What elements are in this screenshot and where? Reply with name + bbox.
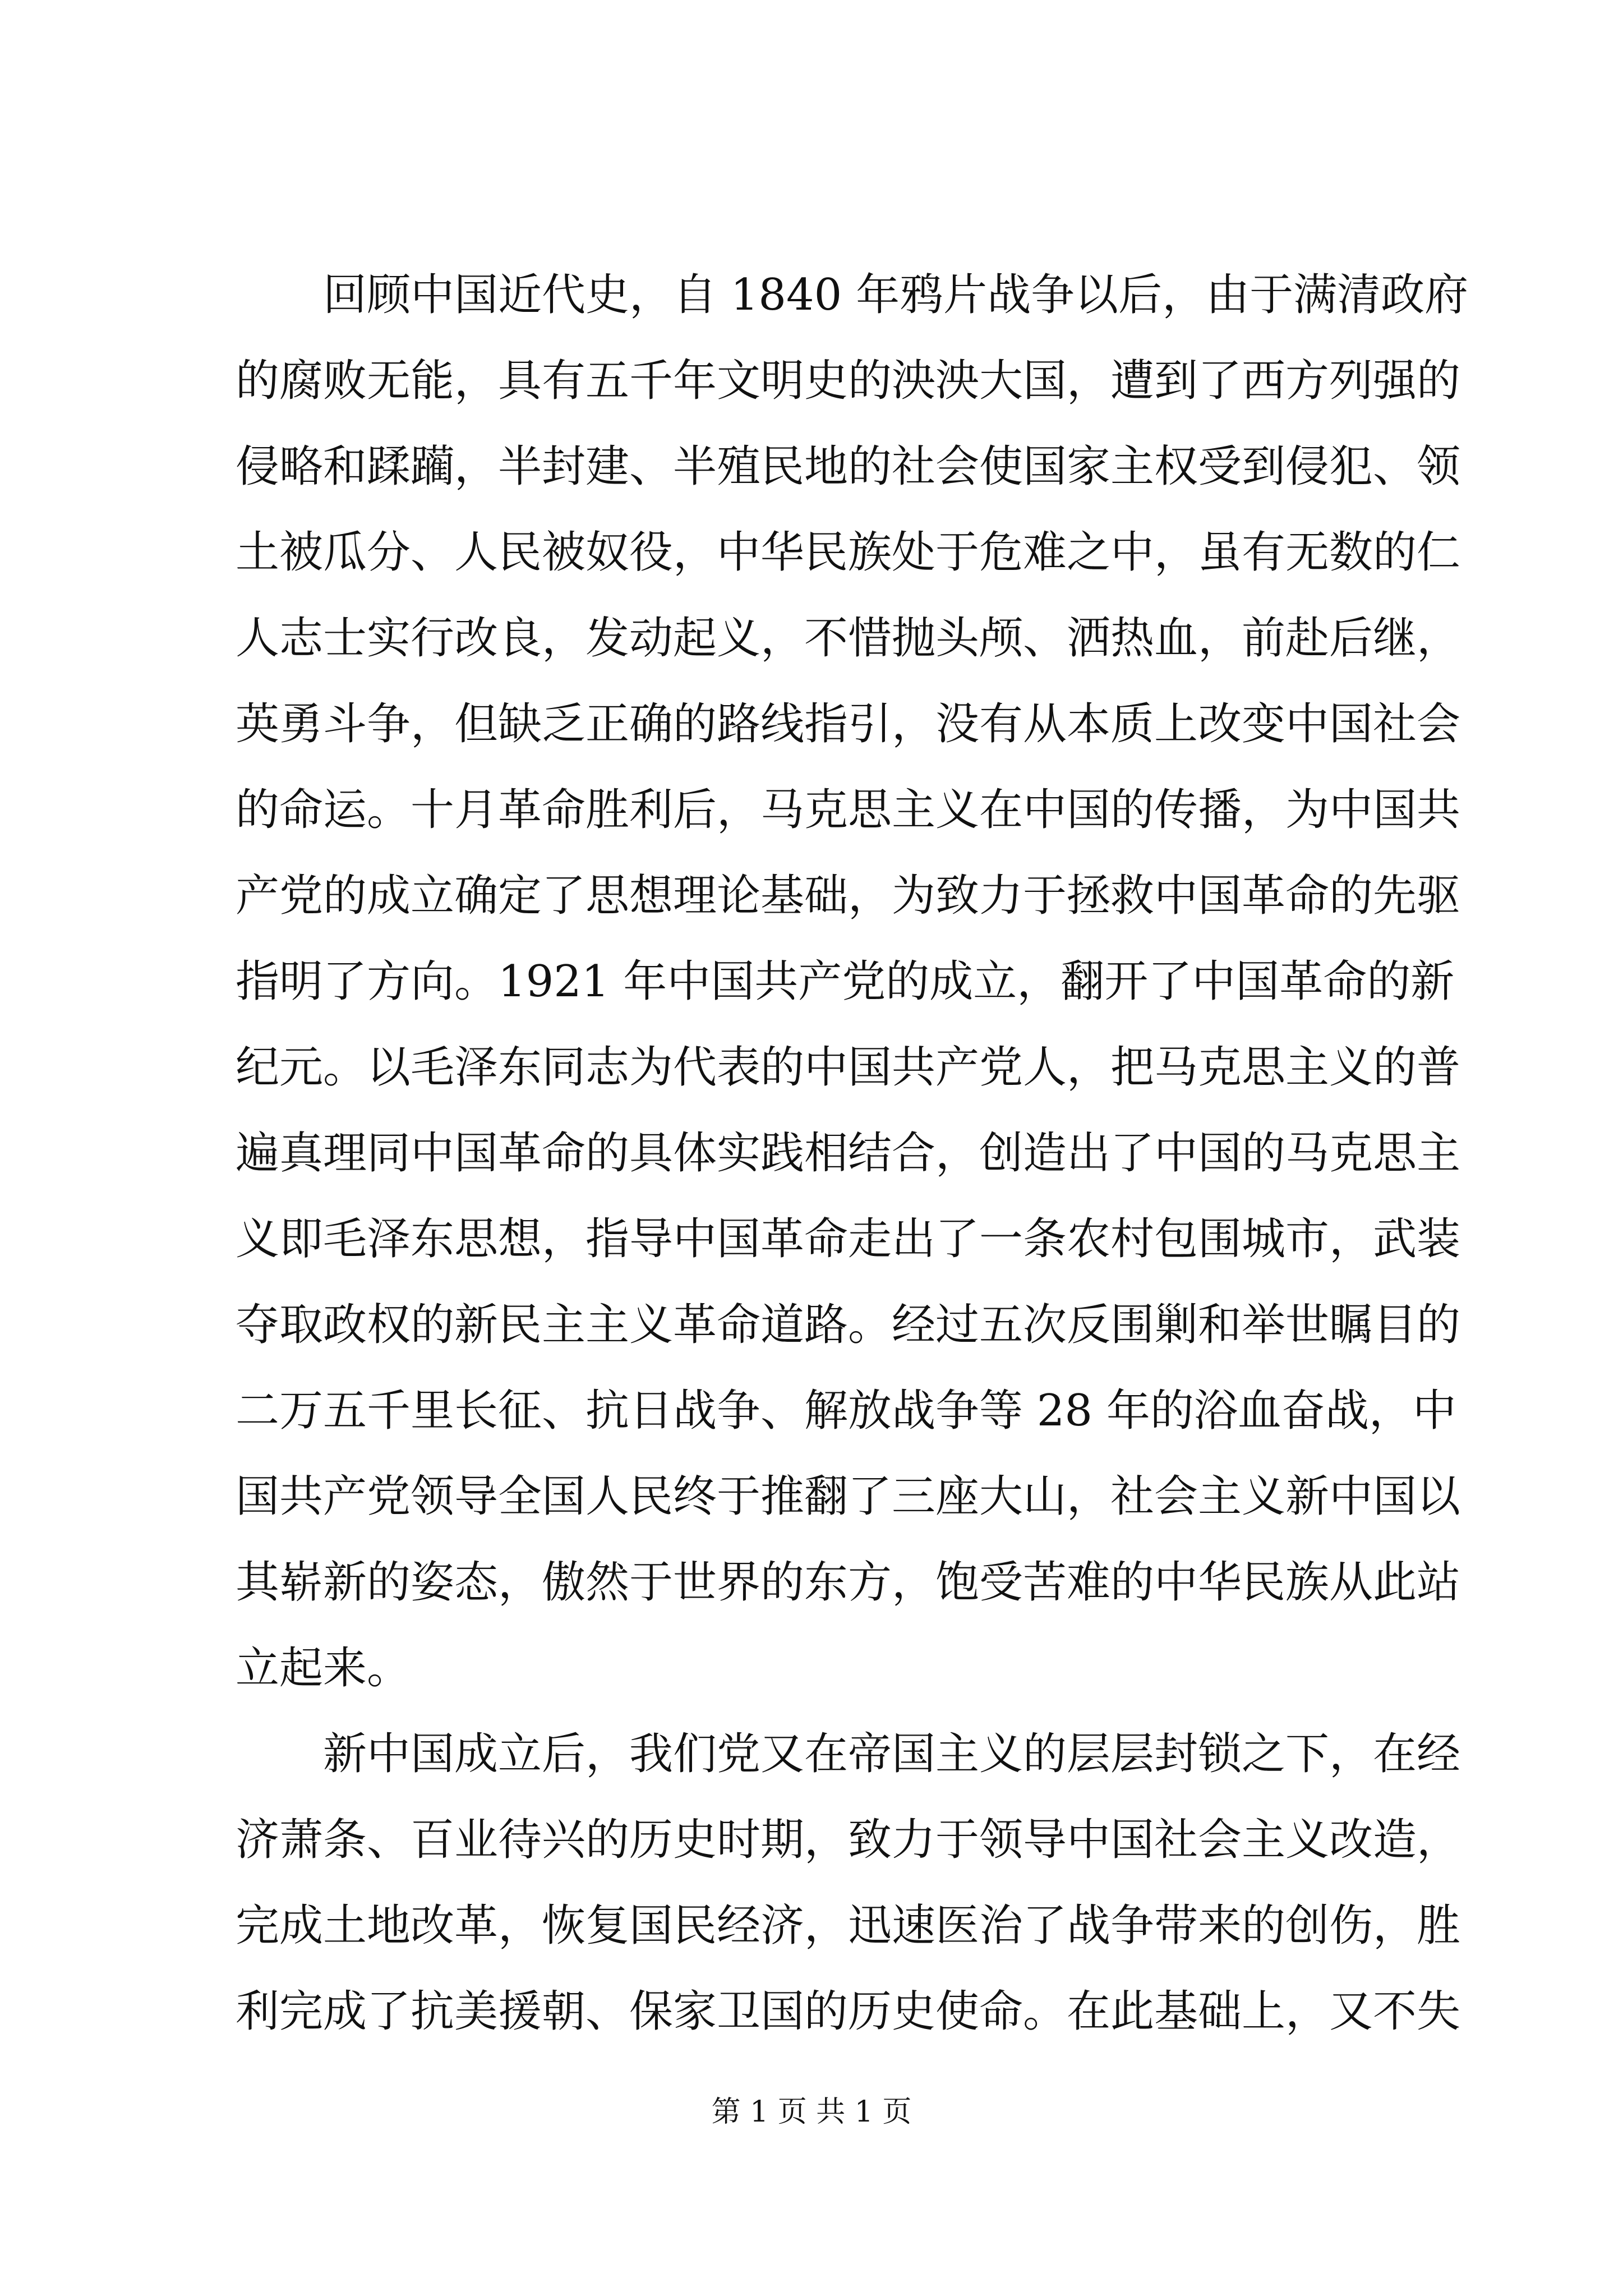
text-line: 夺取政权的新民主主义革命道路。经过五次反围剿和举世瞩目的 bbox=[236, 1300, 1461, 1350]
text-line: 土被瓜分、人民被奴役，中华民族处于危难之中，虽有无数的仁 bbox=[236, 527, 1461, 578]
text-line: 侵略和蹂躏，半封建、半殖民地的社会使国家主权受到侵犯、领 bbox=[236, 441, 1461, 492]
paragraph-1 bbox=[236, 252, 1469, 1711]
body-text bbox=[236, 252, 1469, 2055]
page-footer bbox=[0, 2092, 1623, 2132]
text-line: 其崭新的姿态，傲然于世界的东方，饱受苦难的中华民族从此站 bbox=[236, 1557, 1461, 1608]
text-line: 二万五千里长征、抗日战争、解放战争等 28 年的浴血奋战，中 bbox=[236, 1386, 1456, 1436]
text-line: 的腐败无能，具有五千年文明史的泱泱大国，遭到了西方列强的 bbox=[236, 356, 1461, 406]
text-line: 回顾中国近代史，自 1840 年鸦片战争以后，由于满清政府 bbox=[323, 270, 1469, 320]
text-line: 国共产党领导全国人民终于推翻了三座大山，社会主义新中国以 bbox=[236, 1471, 1461, 1522]
text-line: 利完成了抗美援朝、保家卫国的历史使命。在此基础上，又不失 bbox=[236, 1986, 1461, 2037]
text-line: 人志士实行改良，发动起义，不惜抛头颅、洒热血，前赴后继， bbox=[236, 613, 1461, 664]
text-line: 遍真理同中国革命的具体实践相结合，创造出了中国的马克思主 bbox=[236, 1128, 1461, 1179]
text-line: 立起来。 bbox=[236, 1643, 411, 1694]
text-line: 指明了方向。1921 年中国共产党的成立，翻开了中国革命的新 bbox=[236, 956, 1455, 1007]
text-line: 产党的成立确定了思想理论基础，为致力于拯救中国革命的先驱 bbox=[236, 871, 1461, 921]
text-line: 义即毛泽东思想，指导中国革命走出了一条农村包围城市，武装 bbox=[236, 1214, 1461, 1264]
text-line: 的命运。十月革命胜利后，马克思主义在中国的传播，为中国共 bbox=[236, 785, 1461, 835]
page-number-label: 第 1 页 共 1 页 bbox=[711, 2095, 912, 2129]
text-line: 新中国成立后，我们党又在帝国主义的层层封锁之下，在经 bbox=[323, 1729, 1461, 1779]
text-line: 完成土地改革，恢复国民经济，迅速医治了战争带来的创伤，胜 bbox=[236, 1901, 1461, 1951]
paragraph-2 bbox=[236, 1711, 1461, 2055]
text-line: 英勇斗争，但缺乏正确的路线指引，没有从本质上改变中国社会 bbox=[236, 699, 1461, 749]
text-line: 济萧条、百业待兴的历史时期，致力于领导中国社会主义改造， bbox=[236, 1815, 1461, 1865]
text-line: 纪元。以毛泽东同志为代表的中国共产党人，把马克思主义的普 bbox=[236, 1042, 1461, 1093]
